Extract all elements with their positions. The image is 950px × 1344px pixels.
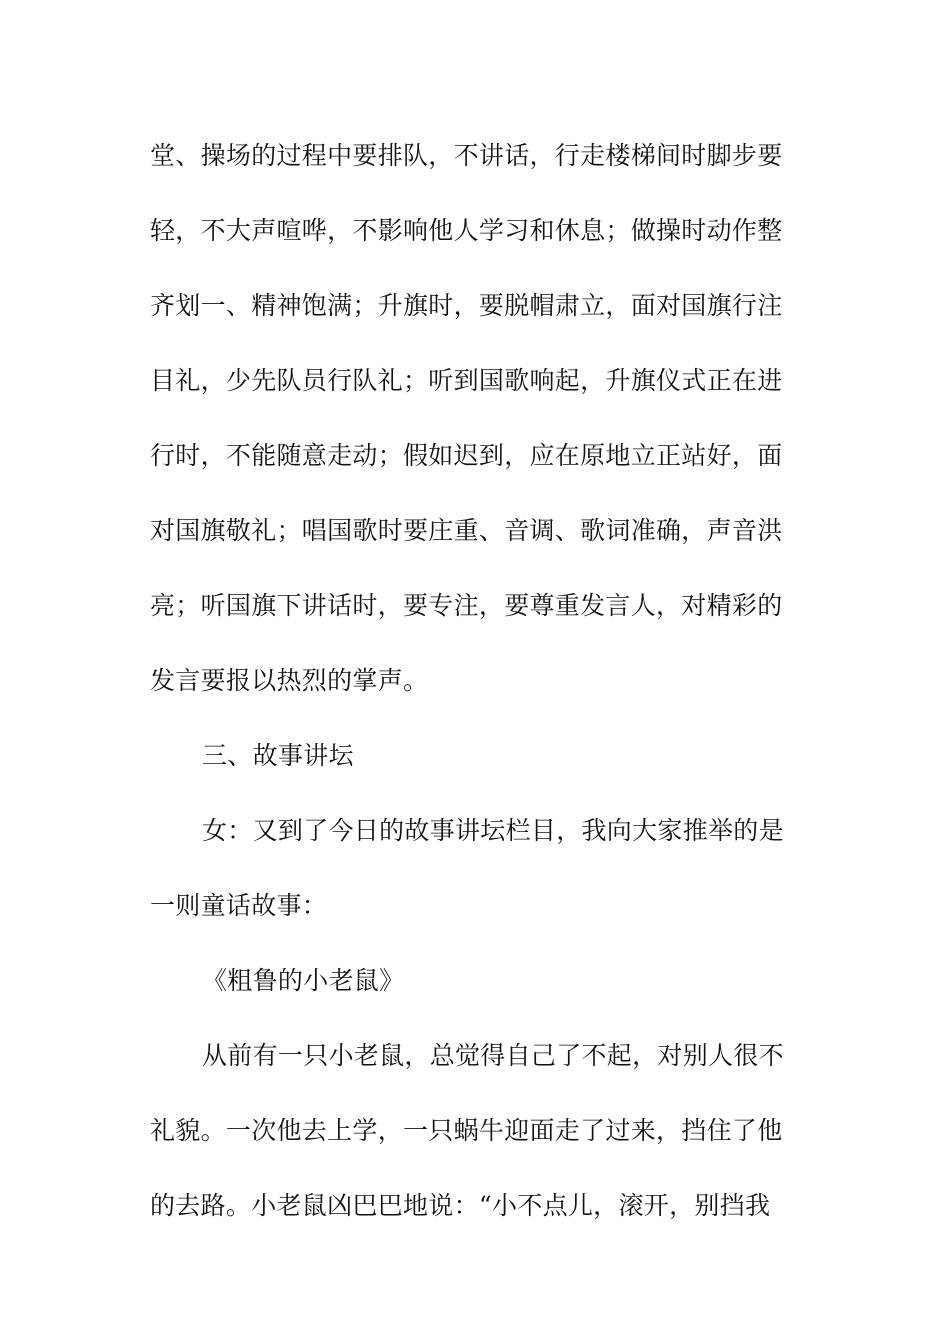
text-line: 轻，不大声喧哗，不影响他人学习和休息；做操时动作整 — [150, 216, 783, 245]
text-line: 堂、操场的过程中要排队，不讲话，行走楼梯间时脚步要 — [150, 141, 783, 170]
text-line: 行时，不能随意走动；假如迟到，应在原地立正站好，面 — [150, 441, 783, 470]
story-title: 《粗鲁的小老鼠》 — [202, 966, 405, 995]
text-line: 从前有一只小老鼠，总觉得自己了不起，对别人很不 — [202, 1041, 784, 1070]
text-line: 一则童话故事： — [150, 891, 328, 920]
text-line: 齐划一、精神饱满；升旗时，要脱帽肃立，面对国旗行注 — [150, 291, 783, 320]
text-line: 的去路。小老鼠凶巴巴地说：“小不点儿，滚开，别挡我 — [150, 1191, 771, 1220]
text-line: 发言要报以热烈的掌声。 — [150, 666, 429, 695]
document-body — [150, 118, 795, 1243]
text-line: 礼貌。一次他去上学，一只蜗牛迎面走了过来，挡住了他 — [150, 1116, 783, 1145]
text-line: 亮；听国旗下讲话时，要专注，要尊重发言人，对精彩的 — [150, 591, 783, 620]
text-line: 目礼，少先队员行队礼；听到国歌响起，升旗仪式正在进 — [150, 366, 783, 395]
text-line: 对国旗敬礼；唱国歌时要庄重、音调、歌词准确，声音洪 — [150, 516, 783, 545]
section-heading: 三、故事讲坛 — [202, 741, 354, 770]
text-line: 女：又到了今日的故事讲坛栏目，我向大家推举的是 — [202, 816, 784, 845]
